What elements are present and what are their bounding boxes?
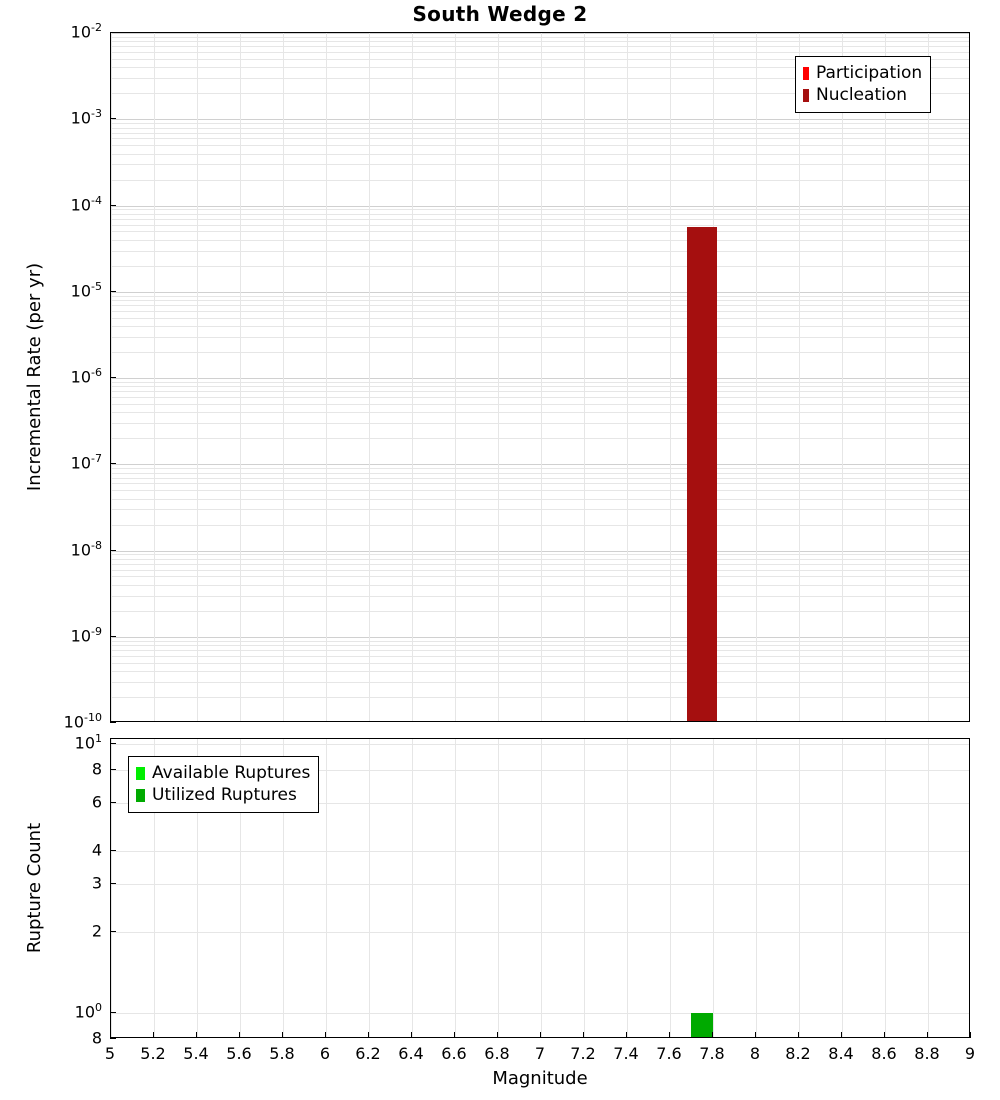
x-tick: [239, 1032, 240, 1038]
gridline-v: [842, 33, 843, 721]
x-tick: [153, 1032, 154, 1038]
bottom-y-axis-title: Rupture Count: [24, 822, 45, 954]
bar: [687, 227, 717, 722]
gridline-v: [283, 33, 284, 721]
y-tick-label: 6: [91, 792, 102, 812]
gridline-v: [584, 33, 585, 721]
x-tick-label: 6: [319, 1044, 331, 1063]
x-tick: [841, 1032, 842, 1038]
legend-item-participation: [803, 62, 922, 84]
y-tick-label: $10^{-7}$: [70, 452, 102, 473]
x-tick: [497, 1032, 498, 1038]
x-tick: [712, 1032, 713, 1038]
legend-label-available-ruptures: Available Ruptures: [152, 763, 311, 783]
top-y-axis-title: Incremental Rate (per yr): [24, 262, 45, 492]
x-tick-label: 5.8: [269, 1044, 295, 1063]
gridline-v: [498, 33, 499, 721]
x-tick: [583, 1032, 584, 1038]
y-tick-label: 8: [91, 759, 102, 779]
x-tick-label: 7: [534, 1044, 546, 1063]
gridline-v: [326, 33, 327, 721]
gridline-v: [928, 33, 929, 721]
x-tick-label: 7.4: [613, 1044, 639, 1063]
x-tick-label: 6.8: [484, 1044, 510, 1063]
y-tick: [110, 463, 116, 464]
y-tick-label: $10^{-8}$: [70, 539, 102, 560]
x-tick-label: 7.8: [699, 1044, 725, 1063]
y-tick-label: $10^{-2}$: [70, 21, 102, 42]
x-tick-label: 8.2: [785, 1044, 811, 1063]
x-tick: [110, 1032, 111, 1038]
x-tick-label: 5.6: [226, 1044, 252, 1063]
x-tick: [669, 1032, 670, 1038]
incremental-rate-plot-area: [110, 32, 970, 722]
x-tick: [454, 1032, 455, 1038]
gridline-v: [412, 739, 413, 1037]
legend-item-available-ruptures: [136, 762, 310, 784]
bottom-legend: [128, 756, 319, 813]
gridline-v: [369, 33, 370, 721]
y-tick: [110, 205, 116, 206]
y-tick: [110, 291, 116, 292]
x-tick: [798, 1032, 799, 1038]
x-tick-label: 6.6: [441, 1044, 467, 1063]
x-tick-label: 7.2: [570, 1044, 596, 1063]
gridline-v: [713, 739, 714, 1037]
x-tick-label: 9: [964, 1044, 976, 1063]
gridline-v: [369, 739, 370, 1037]
y-tick-label: 4: [91, 840, 102, 860]
gridline-v: [326, 739, 327, 1037]
y-tick-label: $10^{-3}$: [70, 107, 102, 128]
y-tick-label: $10^0$: [74, 1001, 102, 1022]
y-tick: [110, 931, 116, 932]
legend-item-utilized-ruptures: [136, 784, 310, 806]
y-tick: [110, 769, 116, 770]
gridline-v: [455, 739, 456, 1037]
x-tick: [540, 1032, 541, 1038]
x-tick: [325, 1032, 326, 1038]
x-tick-label: 6.2: [355, 1044, 381, 1063]
gridline-v: [498, 739, 499, 1037]
x-tick: [755, 1032, 756, 1038]
gridline-v: [756, 33, 757, 721]
x-tick-label: 8: [749, 1044, 761, 1063]
gridline-v: [799, 739, 800, 1037]
y-tick: [110, 743, 116, 744]
y-tick-label: $10^{-10}$: [63, 711, 102, 732]
gridline-v: [455, 33, 456, 721]
y-tick-label: $10^{-5}$: [70, 280, 102, 301]
top-legend: [795, 56, 931, 113]
bar: [691, 1013, 713, 1038]
gridline-v: [584, 739, 585, 1037]
gridline-v: [885, 33, 886, 721]
legend-label-nucleation: Nucleation: [816, 85, 908, 105]
gridline-v: [197, 33, 198, 721]
gridline-v: [756, 739, 757, 1037]
gridline-v: [240, 33, 241, 721]
gridline-v: [412, 33, 413, 721]
x-tick: [626, 1032, 627, 1038]
participation-color-swatch: [803, 67, 809, 80]
y-tick-label: $10^{-4}$: [70, 194, 102, 215]
x-tick-label: 5: [104, 1044, 116, 1063]
gridline-v: [627, 739, 628, 1037]
gridline-v: [670, 739, 671, 1037]
x-tick: [927, 1032, 928, 1038]
gridline-v: [670, 33, 671, 721]
x-tick-label: 5.2: [140, 1044, 166, 1063]
gridline-v: [541, 739, 542, 1037]
y-tick: [110, 550, 116, 551]
y-tick: [110, 1038, 116, 1039]
y-tick: [110, 802, 116, 803]
y-tick: [110, 636, 116, 637]
legend-label-utilized-ruptures: Utilized Ruptures: [152, 785, 297, 805]
x-tick: [368, 1032, 369, 1038]
gridline-v: [154, 33, 155, 721]
gridline-v: [111, 739, 112, 1037]
y-tick: [110, 1012, 116, 1013]
x-tick: [970, 1032, 971, 1038]
x-tick: [196, 1032, 197, 1038]
x-tick: [884, 1032, 885, 1038]
legend-item-nucleation: [803, 84, 922, 106]
y-tick-label: $10^{-9}$: [70, 625, 102, 646]
gridline-v: [799, 33, 800, 721]
y-tick-label: 3: [91, 873, 102, 893]
y-tick-label: 8: [91, 1028, 102, 1048]
y-tick: [110, 118, 116, 119]
gridline-v: [842, 739, 843, 1037]
y-tick: [110, 377, 116, 378]
x-tick-label: 6.4: [398, 1044, 424, 1063]
legend-label-participation: Participation: [816, 63, 923, 83]
y-tick-label: $10^{-6}$: [70, 366, 102, 387]
x-tick-label: 8.4: [828, 1044, 854, 1063]
gridline-v: [627, 33, 628, 721]
x-tick: [411, 1032, 412, 1038]
available-ruptures-color-swatch: [136, 767, 145, 780]
y-tick: [110, 722, 116, 723]
y-tick-label: $10^1$: [74, 732, 102, 753]
y-tick: [110, 32, 116, 33]
x-axis-title: Magnitude: [492, 1068, 588, 1089]
chart-title: South Wedge 2: [412, 2, 588, 26]
gridline-v: [928, 739, 929, 1037]
y-tick-label: 2: [91, 921, 102, 941]
y-tick: [110, 850, 116, 851]
x-tick: [282, 1032, 283, 1038]
gridline-v: [541, 33, 542, 721]
x-tick-label: 7.6: [656, 1044, 682, 1063]
utilized-ruptures-color-swatch: [136, 789, 145, 802]
nucleation-color-swatch: [803, 89, 809, 102]
x-tick-label: 8.8: [914, 1044, 940, 1063]
x-tick-label: 8.6: [871, 1044, 897, 1063]
gridline-v: [885, 739, 886, 1037]
x-tick-label: 5.4: [183, 1044, 209, 1063]
y-tick: [110, 883, 116, 884]
